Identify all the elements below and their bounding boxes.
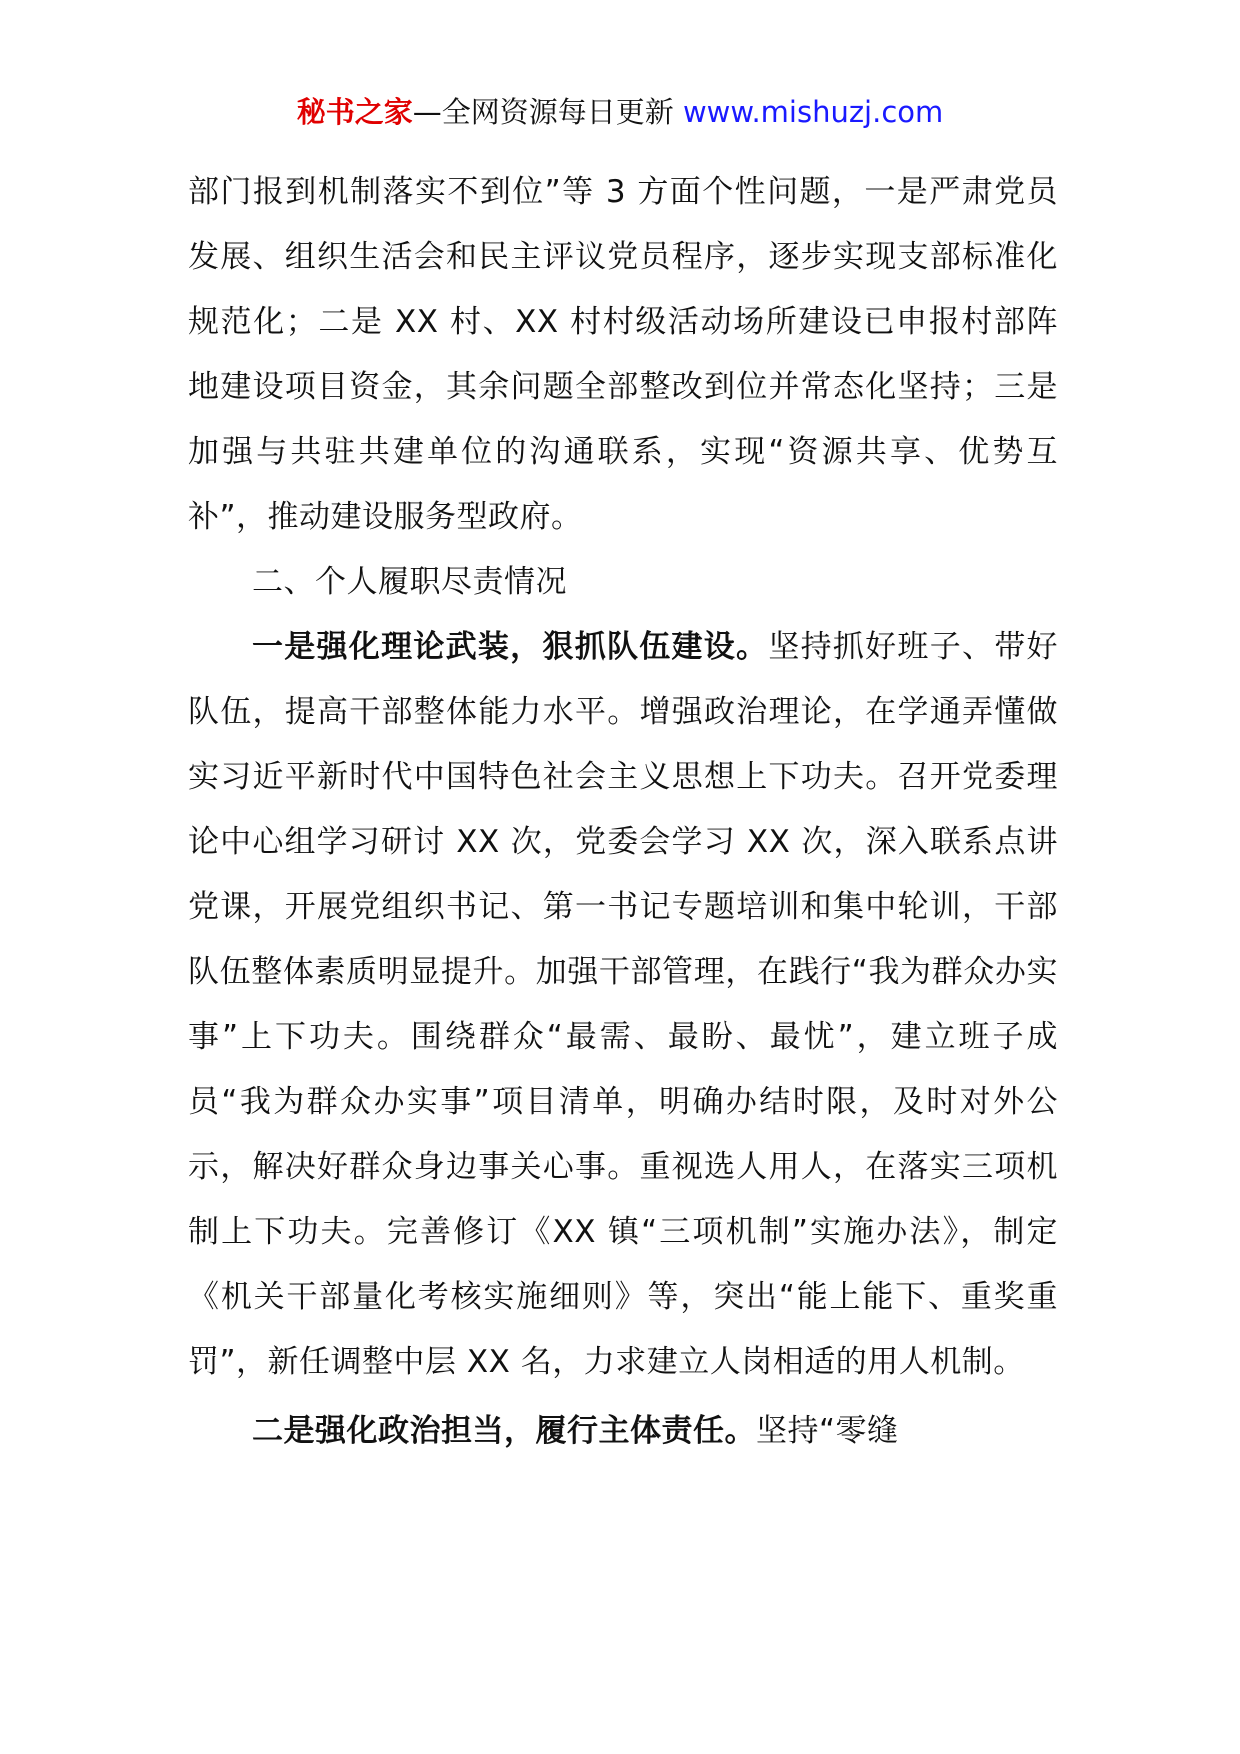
paragraph [188,1399,1058,1464]
section-heading [188,550,1058,615]
site-url-link[interactable]: www.mishuzj.com [682,95,944,129]
site-header [0,92,1240,132]
paragraph-lead: 一是强化理论武装，狠抓队伍建设。 [252,629,769,665]
site-slogan: —全网资源每日更新 [412,95,674,129]
paragraph [188,615,1058,1395]
site-brand: 秘书之家 [296,95,413,129]
paragraph-lead: 二是强化政治担当，履行主体责任。 [252,1413,756,1449]
paragraph-text: 坚持抓好班子、带好队伍，提高干部整体能力水平。增强政治理论，在学通弄懂做实习近平新时代中国特色社会主义思想上下功夫。召开党委理论中心组学习研讨 XX 次，党委会学习 XX 次，深入联系点讲党课，开展党组织书记、第一书记专题培训和集中轮训，干部队伍整体素质明显提升。加强干部管理，在践行“我为群众办实事”上下功夫。围绕群众“最需、最盼、最忧”，建立班子成员“我为群众办实事”项目清单，明确办结时限，及时对外公示，解决好群众身边事关心事。重视选人用人，在落实三项机制上下功夫。完善修订《XX 镇“三项机制”实施办法》，制定《机关干部量化考核实施细则》等，突出“能上能下、重奖重罚”，新任调整中层 XX 名，力求建立人岗相适的用人机制。 [188,629,1059,1380]
paragraph-text: 坚持“零缝 [756,1413,899,1449]
paragraph-text: 部门报到机制落实不到位”等 3 方面个性问题，一是严肃党员发展、组织生活会和民主评议党员程序，逐步实现支部标准化规范化；二是 XX 村、XX 村村级活动场所建设已申报村部阵地建设项目资金，其余问题全部整改到位并常态化坚持；三是加强与共驻共建单位的沟通联系，实现“资源共享、优势互补”，推动建设服务型政府。 [188,174,1058,535]
paragraph-continued [188,160,1058,550]
section-heading-text: 二、个人履职尽责情况 [252,564,567,600]
document-body [188,160,1058,1464]
